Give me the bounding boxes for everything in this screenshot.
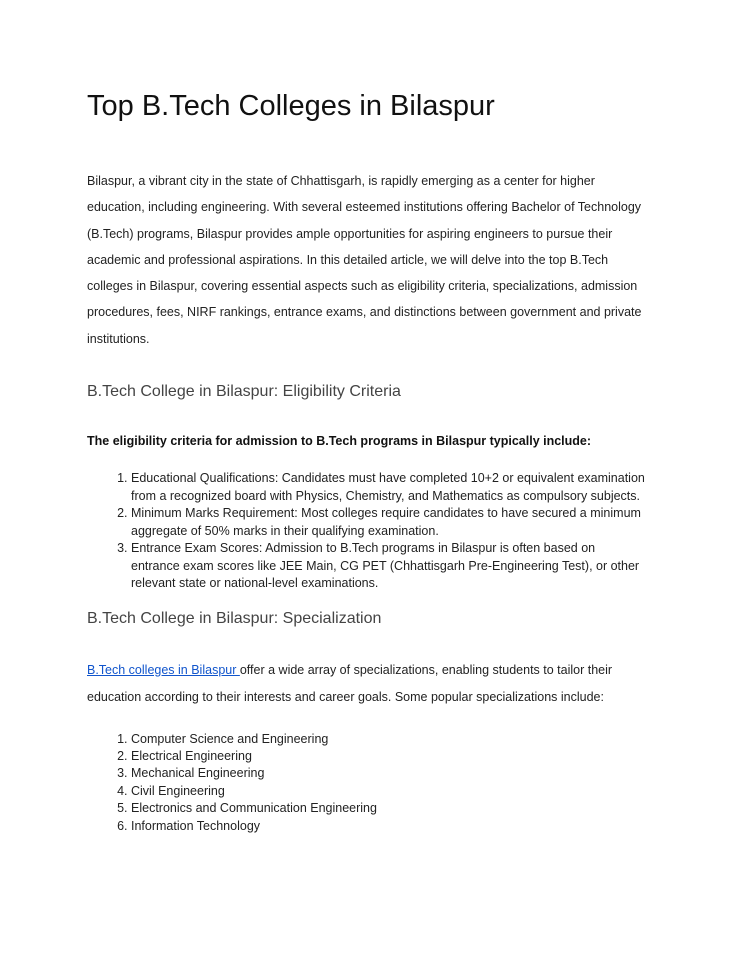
btech-colleges-link[interactable]: B.Tech colleges in Bilaspur bbox=[87, 662, 240, 677]
list-item: 3. Entrance Exam Scores: Admission to B.Tech programs in Bilaspur is often based on entrance exam scores like JEE Main, CG PET (Chhattisgarh Pre-Engineering Test), or other relevant state or national-level examinations. bbox=[131, 540, 647, 593]
specialization-paragraph bbox=[87, 657, 647, 711]
list-item: 4. Civil Engineering bbox=[131, 783, 647, 800]
specialization-paragraph-text: offer a wide array of specializations, enabling students to tailor their education according to their interests and career goals. Some popular specializations include: bbox=[87, 662, 613, 704]
list-item: 6. Information Technology bbox=[131, 818, 647, 835]
list-item: 1. Educational Qualifications: Candidates must have completed 10+2 or equivalent examination from a recognized board with Physics, Chemistry, and Mathematics as compulsory subjects. bbox=[131, 470, 647, 505]
specialization-list bbox=[87, 731, 647, 835]
list-item: 3. Mechanical Engineering bbox=[131, 765, 647, 782]
eligibility-heading: B.Tech College in Bilaspur: Eligibility Criteria bbox=[87, 383, 401, 401]
page-title: Top B.Tech Colleges in Bilaspur bbox=[87, 90, 495, 122]
eligibility-lead: The eligibility criteria for admission to B.Tech programs in Bilaspur typically include: bbox=[87, 434, 592, 449]
list-item: 2. Minimum Marks Requirement: Most colleges require candidates to have secured a minimum aggregate of 50% marks in their qualifying examination. bbox=[131, 505, 647, 540]
specialization-heading: B.Tech College in Bilaspur: Specialization bbox=[87, 609, 382, 627]
eligibility-list bbox=[87, 470, 647, 593]
list-item: 2. Electrical Engineering bbox=[131, 748, 647, 765]
list-item: 5. Electronics and Communication Engineering bbox=[131, 800, 647, 817]
document-content bbox=[87, 88, 647, 835]
intro-paragraph: Bilaspur, a vibrant city in the state of Chhattisgarh, is rapidly emerging as a center for higher education, including engineering. With several esteemed institutions offering Bachelor of Technology (B.Tech) programs, Bilaspur provides ample opportunities for aspiring engineers to pursue their academic and professional aspirations. In this detailed article, we will delve into the top B.Tech colleges in Bilaspur, covering essential aspects such as eligibility criteria, specializations, admission procedures, fees, NIRF rankings, entrance exams, and distinctions between government and private institutions. bbox=[87, 174, 642, 346]
list-item: 1. Computer Science and Engineering bbox=[131, 731, 647, 748]
